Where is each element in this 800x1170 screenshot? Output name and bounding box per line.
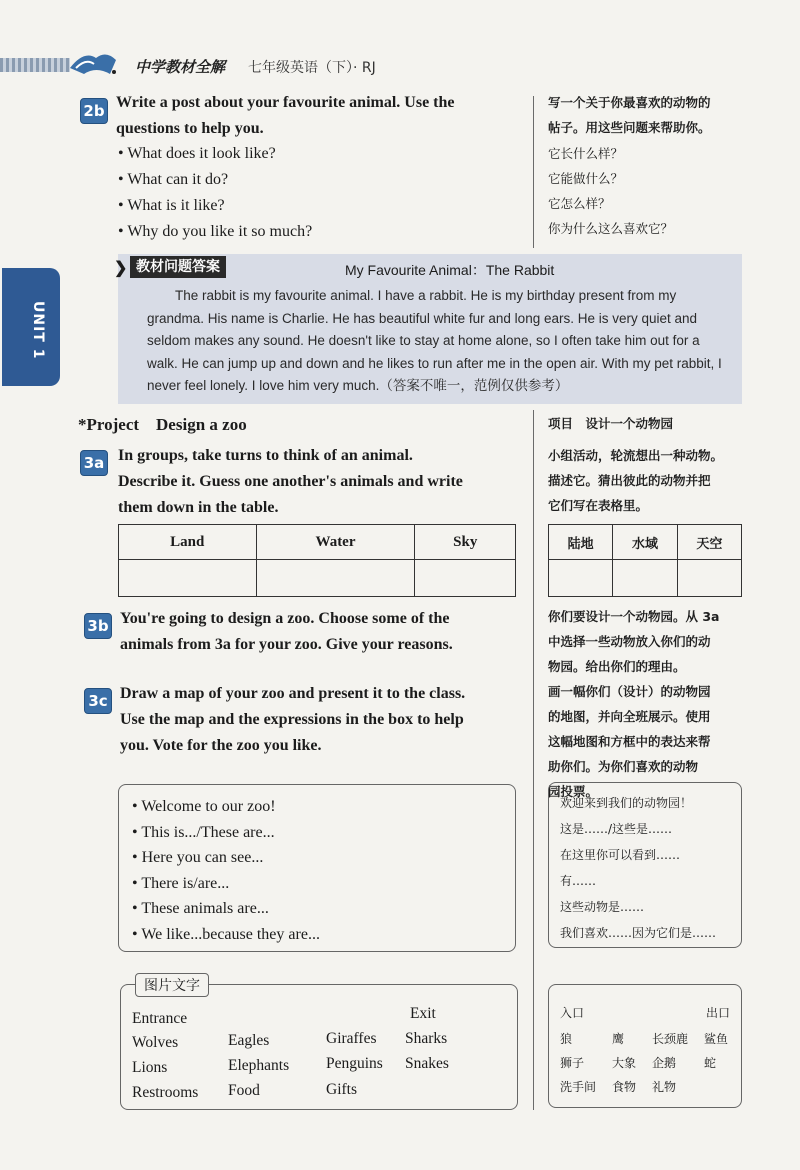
cn-expression-list (560, 790, 716, 946)
list-item: • These animals are... (132, 900, 269, 917)
cn-map-entrance: 入口 (560, 1006, 585, 1020)
header-decoration (0, 58, 70, 72)
table-header-land: Land (119, 525, 257, 560)
answer-body: The rabbit is my favourite animal. I have a rabbit. He is my birthday present from my grandma. His name is Charlie. He has beautiful white fur and long ears. He is very quiet and seldom makes any sound. He doesn't like to stay at home alone, so I often take him out for a walk. He can jump up and down and he likes to run after me in the open air. With my pet rabbit, I never feel lonely. I love him very much.（答案不唯一，范例仅供参考） (147, 288, 722, 393)
list-item: • Welcome to our zoo! (132, 798, 276, 815)
map-word: Sharks (405, 1030, 448, 1047)
unit-label: UNIT 1 (30, 300, 46, 360)
list-item: 有…… (560, 874, 597, 888)
list-item: • This is.../These are... (132, 823, 275, 841)
cn-map-word: 企鹅 (652, 1056, 677, 1070)
cn-map-word: 洗手间 (560, 1080, 597, 1094)
map-word: Giraffes (326, 1030, 377, 1047)
badge-3b: 3b (84, 613, 112, 639)
cn-instruction-3a: 小组活动，轮流想出一种动物。 描述它。猜出彼此的动物并把 它们写在表格里。 (548, 448, 724, 513)
table-cell[interactable] (549, 560, 613, 597)
list-item: • We like...because they are... (132, 925, 320, 943)
table-cell[interactable] (613, 560, 677, 597)
map-entrance: Entrance (132, 1010, 188, 1027)
table-cell[interactable] (677, 560, 741, 597)
list-item: • Why do you like it so much? (118, 223, 313, 240)
map-word: Lions (132, 1059, 168, 1076)
animal-table (118, 524, 516, 597)
list-item: • Here you can see... (132, 849, 264, 866)
cn-instruction-3c: 画一幅你们（设计）的动物园 的地图，并向全班展示。使用 这幅地图和方框中的表达来帮 助你们。为你们喜欢的动物 园投票。 (548, 684, 711, 799)
cn-map-word: 礼物 (652, 1080, 677, 1094)
cn-map-word: 狮子 (560, 1056, 585, 1070)
cn-map-word: 鲨鱼 (704, 1032, 729, 1046)
instruction-2b: Write a post about your favourite animal. Use the questions to help you. (116, 94, 455, 137)
list-item: 我们喜欢……因为它们是…… (560, 926, 717, 940)
map-word: Snakes (405, 1055, 449, 1072)
list-item: 在这里你可以看到…… (560, 848, 681, 862)
table-header-water: Water (256, 525, 415, 560)
map-exit: Exit (410, 1005, 436, 1022)
question-list (118, 141, 312, 245)
badge-3c: 3c (84, 688, 112, 714)
map-word: Elephants (228, 1057, 290, 1074)
picture-text-tag: 图片文字 (135, 973, 209, 997)
column-divider (533, 96, 534, 248)
list-item: 欢迎来到我们的动物园！ (560, 796, 693, 810)
cn-animal-table (548, 524, 742, 597)
map-word: Restrooms (132, 1084, 199, 1101)
cn-map-word: 食物 (612, 1080, 637, 1094)
badge-2b: 2b (80, 98, 108, 124)
list-item: • What is it like? (118, 197, 225, 214)
book-subtitle: 七年级英语（下）· RJ (248, 60, 376, 76)
cn-map-word: 大象 (612, 1056, 637, 1070)
table-cell-land[interactable] (119, 560, 257, 597)
project-title: *Project Design a zoo (78, 415, 247, 434)
answer-tag: 教材问题答案 (130, 256, 226, 278)
cn-table-header-water: 水域 (613, 525, 677, 560)
cn-map-word: 狼 (560, 1032, 573, 1046)
cn-table-header-sky: 天空 (677, 525, 741, 560)
chevron-right-icon: ❯ (114, 260, 128, 277)
map-word: Wolves (132, 1034, 179, 1051)
table-cell-sky[interactable] (415, 560, 516, 597)
list-item: • There is/are... (132, 874, 230, 892)
cn-map-word: 鹰 (612, 1032, 625, 1046)
cn-project-title: 项目 设计一个动物园 (548, 416, 674, 431)
cn-table-header-land: 陆地 (549, 525, 613, 560)
instruction-3b: You're going to design a zoo. Choose some of the animals from 3a for your zoo. Give your reasons. (120, 610, 453, 653)
cn-question-list: 它长什么样？ 它能做什么？ 它怎么样？ 你为什么这么喜欢它？ (548, 146, 674, 236)
answer-title: My Favourite Animal：The Rabbit (345, 262, 555, 278)
cn-map-word: 蛇 (704, 1056, 717, 1070)
map-word: Gifts (326, 1081, 357, 1098)
book-title: 中学教材全解 (135, 58, 226, 76)
map-word: Penguins (326, 1055, 383, 1072)
instruction-3a: In groups, take turns to think of an animal. Describe it. Guess one another's animals and write them down in the table. (118, 447, 463, 516)
table-cell-water[interactable] (256, 560, 415, 597)
cn-map-word: 长颈鹿 (652, 1032, 689, 1046)
map-word: Food (228, 1082, 260, 1099)
book-logo-icon (66, 48, 118, 78)
list-item: 这是……/这些是…… (560, 822, 673, 836)
cn-map-exit: 出口 (706, 1006, 731, 1020)
instruction-3c: Draw a map of your zoo and present it to the class. Use the map and the expressions in the box to help you. Vote for the zoo you like. (120, 685, 466, 754)
badge-3a: 3a (80, 450, 108, 476)
map-word: Eagles (228, 1032, 270, 1049)
list-item: • What can it do? (118, 171, 229, 188)
list-item: 这些动物是…… (560, 900, 645, 914)
list-item: • What does it look like? (118, 145, 276, 162)
cn-instruction-2b: 写一个关于你最喜欢的动物的 帖子。用这些问题来帮助你。 (548, 95, 711, 135)
column-divider (533, 410, 534, 1110)
expression-list (132, 794, 320, 947)
cn-instruction-3b: 你们要设计一个动物园。从 3a 中选择一些动物放入你们的动 物园。给出你们的理由。 (548, 609, 720, 674)
table-header-sky: Sky (415, 525, 516, 560)
